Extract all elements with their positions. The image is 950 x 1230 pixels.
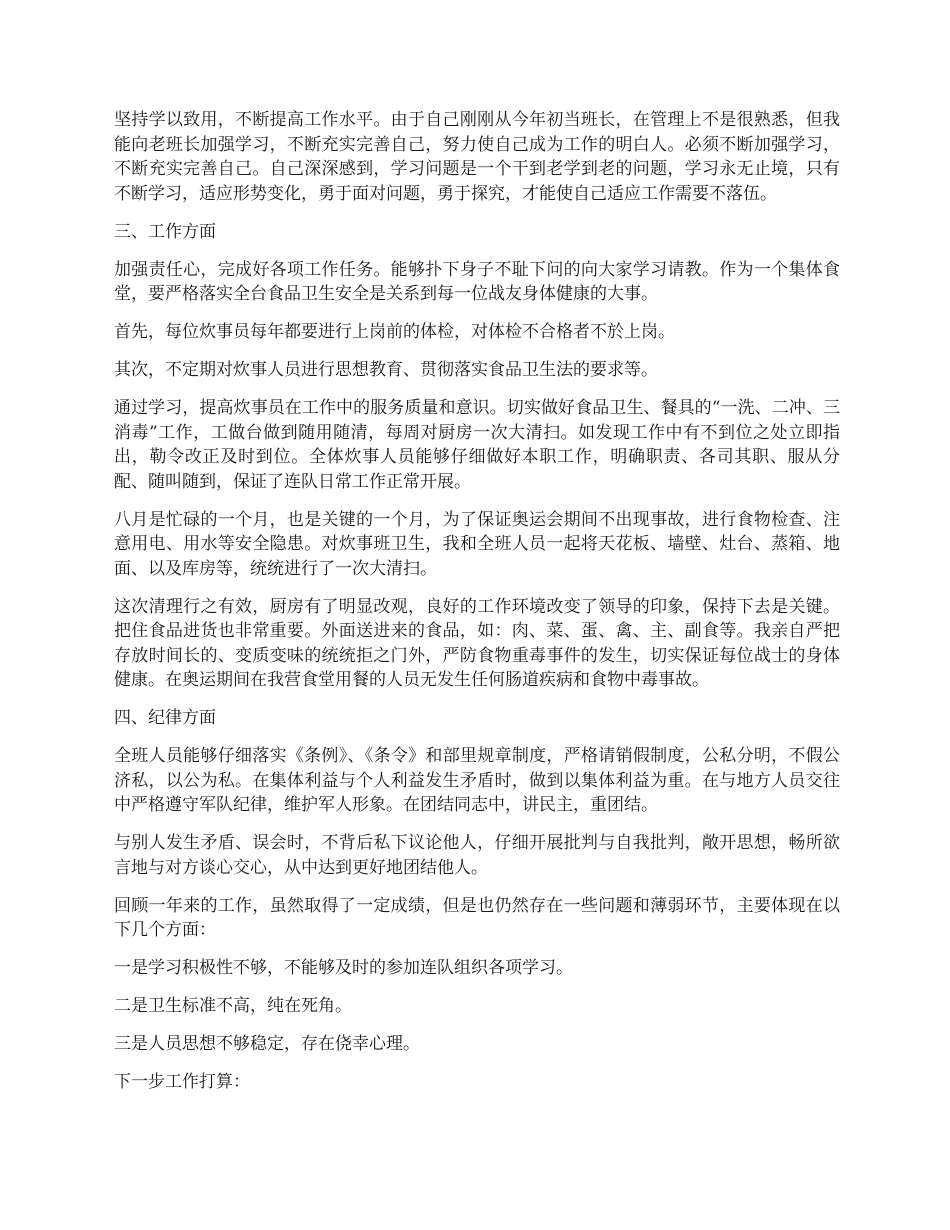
document-page [114, 108, 840, 1108]
paragraph-service-quality: 通过学习，提高炊事员在工作中的服务质量和意识。切实做好食品卫生、餐具的“一洗、二冲、三消毒”工作，工做台做到随用随清，每周对厨房一次大清扫。如发现工作中有不到位之处立即指出，勒令改正及时到位。全体炊事人员能够仔细做好本职工作，明确职责、各司其职、服从分配、随叫随到，保证了连队日常工作正常开展。 [114, 398, 840, 492]
paragraph-issue-two: 二是卫生标准不高，纯在死角。 [114, 996, 352, 1016]
paragraph-first: 首先，每位炊事员每年都要进行上岗前的体检，对体检不合格者不於上岗。 [114, 322, 675, 342]
paragraph-study: 坚持学以致用，不断提高工作水平。由于自己刚刚从今年初当班长，在管理上不是很熟悉，但我能向老班长加强学习，不断充实完善自己，努力使自己成为工作的明白人。必须不断加强学习，不断充实完善自己。自己深深感到，学习问题是一个干到老学到老的问题，学习永无止境，只有不断学习，适应形势变化，勇于面对问题，勇于探究，才能使自己适应工作需要不落伍。 [114, 110, 840, 204]
paragraph-next-plan: 下一步工作打算： [114, 1072, 250, 1092]
paragraph-conflicts: 与别人发生矛盾、误会时，不背后私下议论他人，仔细开展批判与自我批判，敞开思想，畅所欲言地与对方谈心交心，从中达到更好地团结他人。 [114, 833, 840, 878]
section-heading-work: 三、工作方面 [114, 221, 216, 242]
paragraph-review: 回顾一年来的工作，虽然取得了一定成绩，但是也仍然存在一些问题和薄弱环节，主要体现在以下几个方面： [114, 895, 840, 940]
paragraph-august: 八月是忙碌的一个月，也是关键的一个月，为了保证奥运会期间不出现事故，进行食物检查、注意用电、用水等安全隐患。对炊事班卫生，我和全班人员一起将天花板、墙壁、灶台、蒸箱、地面、以及库房等，统统进行了一次大清扫。 [114, 509, 840, 579]
paragraph-regulations: 全班人员能够仔细落实《条例》、《条令》和部里规章制度，严格请销假制度，公私分明，不假公济私，以公为私。在集体利益与个人利益发生矛盾时，做到以集体利益为重。在与地方人员交往中严格遵守军队纪律，维护军人形象。在团结同志中，讲民主，重团结。 [114, 746, 840, 815]
paragraph-cleanup: 这次清理行之有效，厨房有了明显改观，良好的工作环境改变了领导的印象，保持下去是关键。把住食品进货也非常重要。外面送进来的食品，如：肉、菜、蛋、禽、主、副食等。我亲自严把存放时间长的、变质变味的统统拒之门外，严防食物重毒事件的发生，切实保证每位战士的身体健康。在奥运期间在我营食堂用餐的人员无发生任何肠道疾病和食物中毒事故。 [114, 596, 840, 690]
paragraph-second: 其次，不定期对炊事人员进行思想教育、贯彻落实食品卫生法的要求等。 [114, 360, 658, 380]
section-heading-discipline: 四、纪律方面 [114, 708, 216, 728]
paragraph-issue-three: 三是人员思想不够稳定，存在侥幸心理。 [114, 1034, 420, 1054]
paragraph-responsibility: 加强责任心，完成好各项工作任务。能够扑下身子不耻下问的向大家学习请教。作为一个集体食堂，要严格落实全台食品卫生安全是关系到每一位战友身体健康的大事。 [114, 259, 840, 304]
paragraph-issue-one: 一是学习积极性不够，不能够及时的参加连队组织各项学习。 [114, 958, 573, 978]
